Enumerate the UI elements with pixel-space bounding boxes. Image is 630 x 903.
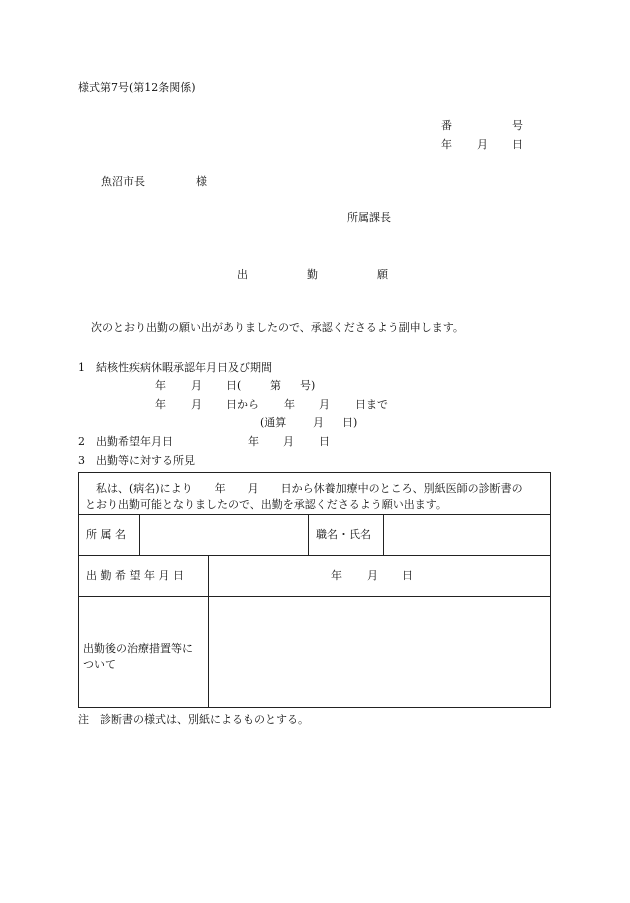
- item-1-row1-dai: 第: [270, 379, 281, 392]
- desired-date-label: 出 勤 希 望 年 月 日: [86, 569, 184, 582]
- table-divider-affiliation-label: [139, 514, 140, 555]
- item-1-row1-day-open: 日(: [226, 379, 242, 392]
- treatment-field[interactable]: [210, 598, 548, 705]
- pledge-line-1: 私は、(病名)により 年 月 日から休養加療中のところ、別紙医師の診断書の: [96, 482, 523, 495]
- document-title-char-1: 出: [237, 268, 248, 281]
- position-name-label: 職名・氏名: [316, 528, 371, 541]
- item-1-row2-from: 日から: [226, 398, 259, 411]
- desired-date-year: 年: [331, 569, 342, 582]
- item-1-row3-month: 月: [313, 416, 324, 429]
- form-number: 様式第7号(第12条関係): [78, 81, 196, 94]
- table-divider-position-label: [383, 514, 384, 555]
- table-divider-lower-left: [208, 555, 209, 708]
- item-1-row2-year2: 年: [284, 398, 295, 411]
- item-1-row1-year: 年: [155, 379, 166, 392]
- treatment-label-line-2: ついて: [83, 658, 116, 671]
- table-rule-1: [79, 514, 550, 515]
- item-1-label: 1 結核性疾病休暇承認年月日及び期間: [78, 361, 272, 374]
- reference-number-suffix: 号: [512, 119, 523, 132]
- pledge-line-2: とおり出勤可能となりましたので、出勤を承認くださるよう願い出ます。: [85, 498, 447, 511]
- application-form-table: [78, 472, 551, 708]
- item-3-label: 3 出勤等に対する所見: [78, 454, 195, 467]
- desired-date-day: 日: [402, 569, 413, 582]
- item-1-row1-go-close: 号): [300, 379, 316, 392]
- affiliation-field[interactable]: [141, 516, 306, 553]
- position-name-field[interactable]: [385, 516, 548, 553]
- item-2-month: 月: [283, 435, 294, 448]
- item-1-row2-month: 月: [191, 398, 202, 411]
- item-1-row1-month: 月: [191, 379, 202, 392]
- document-title-char-2: 勤: [307, 268, 318, 281]
- addressee-honorific: 様: [196, 175, 207, 188]
- date-year: 年: [441, 138, 452, 151]
- pledge-text: [85, 481, 547, 513]
- treatment-label-line-1: 出勤後の治療措置等に: [83, 642, 193, 655]
- affiliation-label: 所 属 名: [86, 528, 126, 541]
- item-2-label: 2 出勤希望年月日: [78, 435, 173, 448]
- table-rule-2: [79, 555, 550, 556]
- item-2-year: 年: [248, 435, 259, 448]
- table-divider-affiliation-value: [308, 514, 309, 555]
- item-1-row2-until: 日まで: [355, 398, 388, 411]
- table-rule-3: [79, 596, 550, 597]
- item-1-row2-month2: 月: [319, 398, 330, 411]
- reference-number-prefix: 番: [441, 119, 452, 132]
- desired-date-month: 月: [367, 569, 378, 582]
- item-1-row3-day-close: 日): [342, 416, 358, 429]
- document-title-char-3: 願: [377, 268, 388, 281]
- item-2-day: 日: [319, 435, 330, 448]
- addressee-name: 魚沼市長: [101, 175, 145, 188]
- date-month: 月: [477, 138, 488, 151]
- footnote: 注 診断書の様式は、別紙によるものとする。: [78, 713, 309, 726]
- intro-text: 次のとおり出勤の願い出がありましたので、承認くださるよう副申します。: [91, 321, 464, 334]
- date-day: 日: [512, 138, 523, 151]
- item-1-row2-year: 年: [155, 398, 166, 411]
- sender-title: 所属課長: [347, 211, 391, 224]
- item-1-row3-tsusan: (通算: [260, 416, 287, 429]
